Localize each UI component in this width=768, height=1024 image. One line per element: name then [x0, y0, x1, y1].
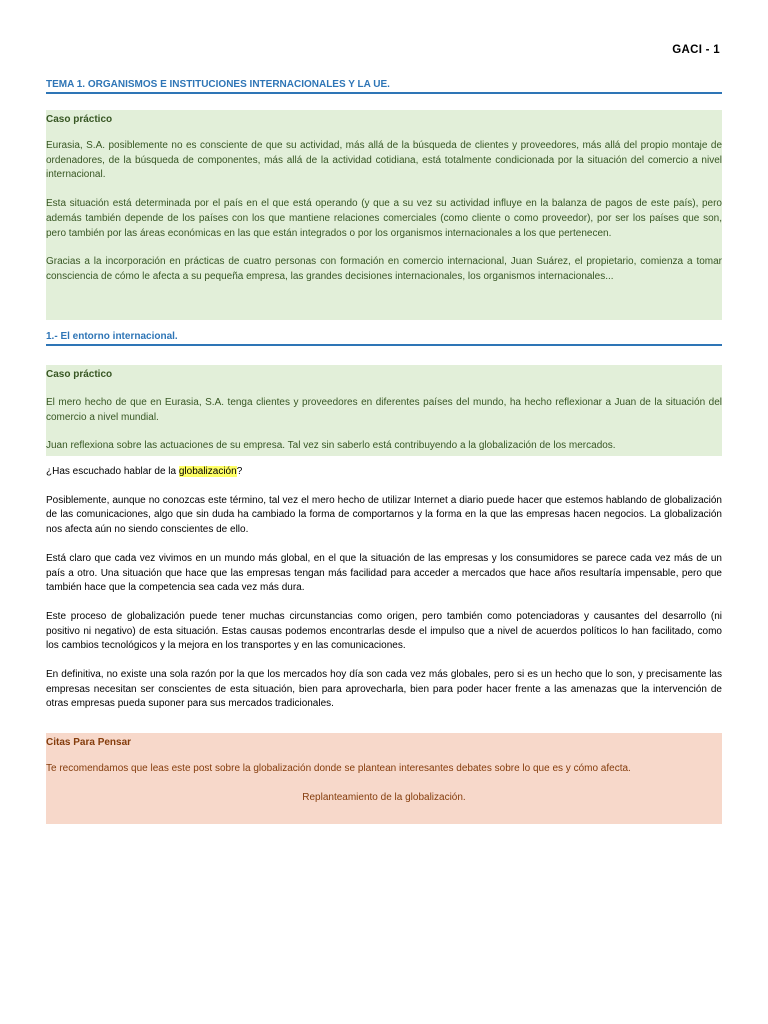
caso2-paragraph-2: Juan reflexiona sobre las actuaciones de su empresa. Tal vez sin saberlo está contribuyendo a la globalización de los mercados. [46, 440, 616, 452]
page-header-code: GACI - 1 [672, 44, 720, 56]
caso1-paragraph-3: Gracias a la incorporación en prácticas de cuatro personas con formación en comercio internacional, Juan Suárez, el propietario, comienza a tomar consciencia de cómo le afecta a su pequeña empresa, las grandes decisiones internacionales, los organismos internacionales... [46, 256, 722, 282]
caso-practico-box-2 [46, 365, 722, 456]
body-paragraph-4: En definitiva, no existe una sola razón por la que los mercados hoy día son cada vez más globales, pero si es un hecho que lo son, y precisamente las empresas necesitan ser conscientes de esta situación, bien para aprovecharla, bien para poder hacer frente a las amenazas que la intervención de otras empresas pueda suponer para sus mercados tradicionales. [46, 669, 722, 710]
question-text: ¿Has escuchado hablar de la [46, 466, 179, 477]
citas-title: Citas Para Pensar [46, 737, 132, 748]
caso1-paragraph-2: Esta situación está determinada por el país en el que está operando (y que a su vez su actividad influye en la balanza de pagos de este país), pero además también depende de los países con los que mantiene relaciones comerciales (como cliente o como proveedor), por ser los países que son, pero también por las áreas económicas en las que están integrados o por los organismos internacionales a los que pertenecen. [46, 198, 722, 239]
globalizacion-highlight: globalización [178, 466, 237, 477]
citas-paragraph: Te recomendamos que leas este post sobre la globalización donde se plantean interesantes debates sobre lo que es y cómo afecta. [46, 763, 631, 774]
caso2-paragraph-1: El mero hecho de que en Eurasia, S.A. tenga clientes y proveedores en diferentes países del mundo, ha hecho reflexionar a Juan de la situación del comercio a nivel mundial. [46, 397, 722, 423]
body-paragraph-2: Está claro que cada vez vivimos en un mundo más global, en el que la situación de las empresas y los consumidores se parece cada vez más de un país a otro. Una situación que hace que las empresas tengan más facilidad para acceder a mercados que hace años resultaría impensable, pero que también hace que la competencia sea cada vez más dura. [46, 552, 722, 594]
citas-box [46, 733, 722, 824]
section-title-entorno: 1.- El entorno internacional. [46, 331, 722, 346]
question-line [46, 465, 722, 480]
body-paragraph-3: Este proceso de globalización puede tener muchas circunstancias como origen, pero también como potenciadoras y causantes del desarrollo (ni positivo ni negativo) de esta situación. Estas causas podemos encontrarlas desde el impulso que a nivel de acuerdos políticos lo han facilitado, como los cambios tecnológicos y la mejora en los transportes y en las comunicaciones. [46, 610, 722, 652]
body-text [46, 465, 722, 712]
caso1-paragraph-1: Eurasia, S.A. posiblemente no es consciente de que su actividad, más allá de la búsqueda de clientes y proveedores, más allá del propio montaje de ordenadores, de la búsqueda de componentes, más allá de la actividad cotidiana, está totalmente condicionada por la situación del comercio a nivel internacional. [46, 140, 722, 181]
body-paragraph-1: Posiblemente, aunque no conozcas este término, tal vez el mero hecho de utilizar Internet a diario puede hacer que estemos hablando de globalización de las comunicaciones, algo que sin duda ha cambiado la forma de comportarnos y la forma en la que las empresas hacen negocios. La globalización nos afecta aún no siendo conscientes de ello. [46, 494, 722, 536]
citas-link[interactable]: Replanteamiento de la globalización. [302, 791, 466, 803]
question-mark: ? [236, 466, 243, 477]
caso-practico-title: Caso práctico [46, 114, 113, 125]
caso-practico-box-1 [46, 110, 722, 320]
tema-title: TEMA 1. ORGANISMOS E INSTITUCIONES INTERNACIONALES Y LA UE. [46, 79, 722, 94]
caso-practico-title: Caso práctico [46, 369, 113, 380]
